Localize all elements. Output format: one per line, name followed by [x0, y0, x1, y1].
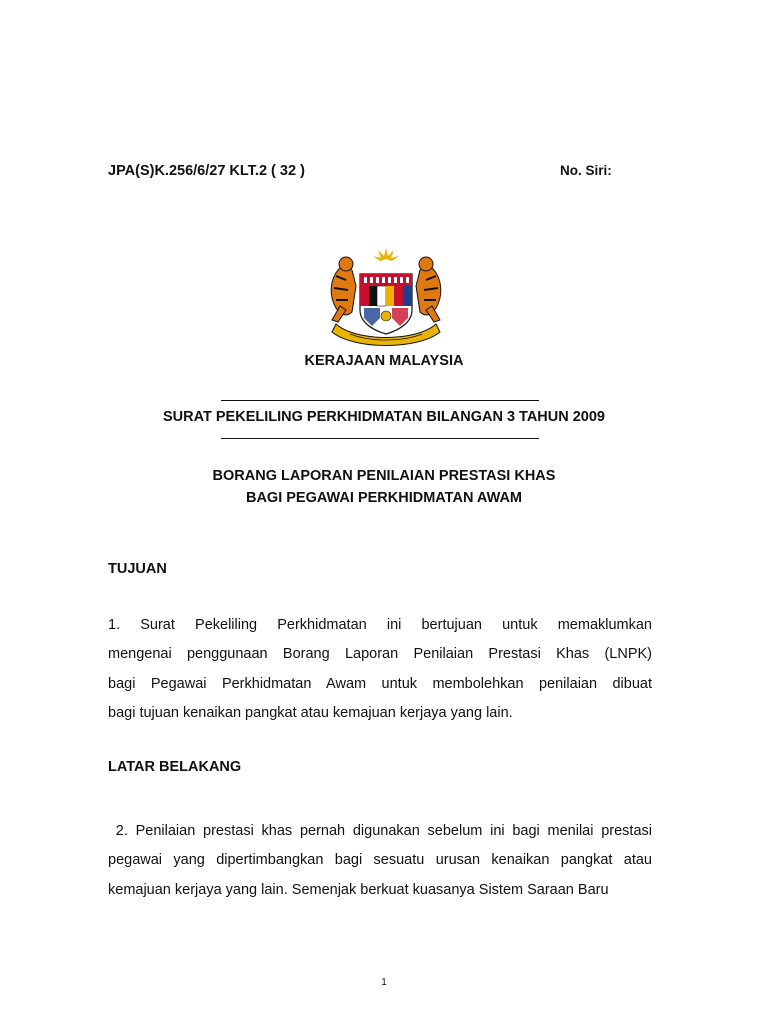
- background-line: pegawai yang dipertimbangkan bagi sesuatu urusan kenaikan pangkat atau: [108, 852, 652, 869]
- document-reference: JPA(S)K.256/6/27 KLT.2 ( 32 ): [108, 163, 305, 179]
- circular-title: SURAT PEKELILING PERKHIDMATAN BILANGAN 3 TAHUN 2009: [162, 409, 605, 425]
- purpose-line: mengenai penggunaan Borang Laporan Penilaian Prestasi Khas (LNPK): [108, 646, 652, 663]
- purpose-heading: TUJUAN: [108, 561, 167, 577]
- subject-line-1: BORANG LAPORAN PENILAIAN PRESTASI KHAS: [212, 468, 556, 484]
- government-name: KERAJAAN MALAYSIA: [304, 353, 464, 369]
- top-divider: [221, 400, 539, 401]
- coat-of-arms-emblem: [322, 246, 450, 348]
- page-number: 1: [381, 977, 387, 988]
- background-line: kemajuan kerjaya yang lain. Semenjak berkuat kuasanya Sistem Saraan Baru: [108, 881, 609, 898]
- subject-line-2: BAGI PEGAWAI PERKHIDMATAN AWAM: [245, 490, 523, 506]
- purpose-paragraph: [108, 611, 652, 729]
- background-paragraph: [108, 817, 652, 905]
- purpose-line: 1. Surat Pekeliling Perkhidmatan ini bertujuan untuk memaklumkan: [108, 617, 652, 633]
- purpose-line: bagi tujuan kenaikan pangkat atau kemajuan kerjaya yang lain.: [108, 705, 513, 722]
- document-subject: [0, 465, 768, 509]
- background-heading: LATAR BELAKANG: [108, 759, 242, 775]
- background-line: 2. Penilaian prestasi khas pernah digunakan sebelum ini bagi menilai prestasi: [108, 823, 652, 839]
- purpose-line: bagi Pegawai Perkhidmatan Awam untuk membolehkan penilaian dibuat: [108, 675, 652, 692]
- serial-number-label: No. Siri:: [560, 163, 612, 178]
- bottom-divider: [221, 438, 539, 439]
